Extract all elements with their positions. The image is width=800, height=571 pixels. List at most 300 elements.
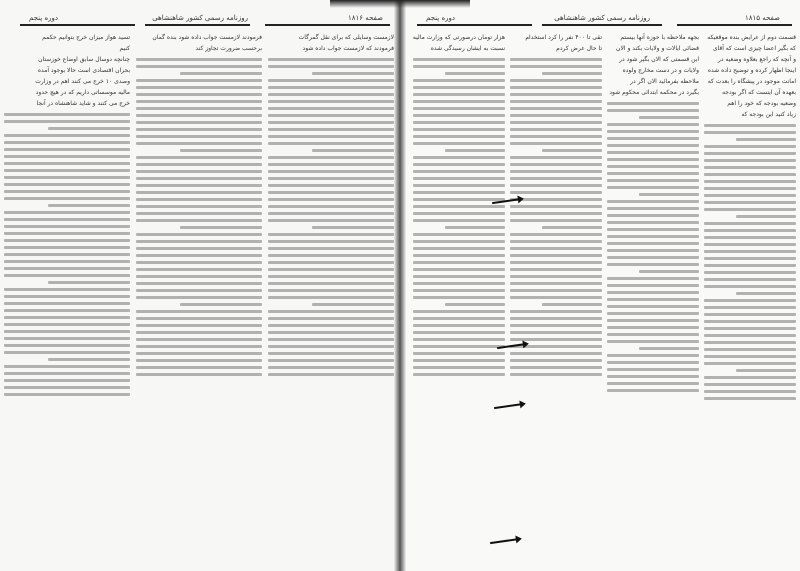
illegible-text-line [510,135,602,138]
illegible-text-line [704,173,796,176]
illegible-text-line [607,340,699,343]
illegible-text-line [704,145,796,148]
illegible-text-line [4,372,130,375]
gazette-title: روزنامه رسمی کشور شاهنشاهی [554,14,650,22]
illegible-text-line [268,163,394,166]
illegible-text-line [268,191,394,194]
illegible-text-line [607,214,699,217]
illegible-text-line [4,246,130,249]
text-line: لازمست وسایلی که برای نقل گمرگات [298,34,394,41]
text-line: ملاحظه بفرمائید الان اگر در [630,78,699,85]
illegible-text-line [510,58,602,61]
text-line: برحسب ضرورت تجاوز کند [195,45,262,52]
page-number: صفحه ۱۸۱۶ [347,14,383,22]
illegible-text-line [510,156,602,159]
illegible-text-line [510,86,602,89]
illegible-text-line [312,303,394,306]
illegible-text-line [4,183,130,186]
illegible-text-line [4,155,130,158]
illegible-text-line [48,127,130,130]
illegible-text-line [607,333,699,336]
illegible-text-line [607,305,699,308]
text-column [136,32,262,561]
illegible-text-line [607,298,699,301]
illegible-text-line [510,191,602,194]
illegible-text-line [704,194,796,197]
text-line: بحران اقتصادی است حالا بوجود آمده [37,67,130,74]
illegible-text-line [268,233,394,236]
illegible-text-line [413,296,505,299]
illegible-text-line [413,324,505,327]
illegible-text-line [136,142,262,145]
illegible-text-line [413,58,505,61]
illegible-text-line [413,170,505,173]
illegible-text-line [4,337,130,340]
illegible-text-line [704,278,796,281]
illegible-text-line [510,170,602,173]
illegible-text-line [413,86,505,89]
volume-label: دوره پنجم [28,14,58,22]
illegible-text-line [4,260,130,263]
illegible-text-line [736,292,796,295]
illegible-text-line [268,121,394,124]
illegible-text-line [268,317,394,320]
illegible-text-line [4,176,130,179]
illegible-text-line [704,264,796,267]
illegible-text-line [4,344,130,347]
illegible-text-line [607,165,699,168]
illegible-text-line [542,72,602,75]
illegible-text-line [268,261,394,264]
illegible-text-line [268,345,394,348]
illegible-text-line [268,219,394,222]
illegible-text-line [268,93,394,96]
illegible-text-line [4,134,130,137]
illegible-text-line [413,268,505,271]
illegible-text-line [704,222,796,225]
illegible-text-line [4,169,130,172]
illegible-text-line [704,187,796,190]
illegible-text-line [268,156,394,159]
illegible-text-line [268,296,394,299]
illegible-text-line [312,149,394,152]
illegible-text-line [607,242,699,245]
text-line: زیاد کنید این بودجه که [741,111,796,118]
illegible-text-line [607,200,699,203]
illegible-text-line [4,316,130,319]
text-line: وضعیه بودجه که خود را اهم [727,100,796,107]
illegible-text-line [510,359,602,362]
illegible-text-line [48,358,130,361]
illegible-text-line [413,240,505,243]
illegible-text-line [413,142,505,145]
illegible-text-line [413,359,505,362]
illegible-text-line [136,366,262,369]
illegible-text-line [413,254,505,257]
header-rule [265,24,390,26]
text-line: و آنچه که راجع بعلاوه وضعیه در [718,56,796,63]
illegible-text-line [607,277,699,280]
illegible-text-line [136,324,262,327]
illegible-text-line [607,375,699,378]
header-rule [677,24,792,26]
illegible-text-line [413,345,505,348]
illegible-text-line [607,256,699,259]
illegible-text-line [413,275,505,278]
illegible-text-line [542,226,602,229]
illegible-text-line [136,93,262,96]
illegible-text-line [510,100,602,103]
illegible-text-line [268,177,394,180]
illegible-text-line [704,327,796,330]
illegible-text-line [136,156,262,159]
illegible-text-line [445,303,505,306]
illegible-text-line [704,390,796,393]
illegible-text-line [607,137,699,140]
text-line: اینجا اظهار کرده و توضیح داده شده [707,67,796,74]
text-line: بعهده آن اینست که اگر بودجه [722,89,796,96]
illegible-text-line [704,341,796,344]
text-line: نسبت به ایشان رسیدگی شده [430,45,505,52]
illegible-text-line [704,257,796,260]
illegible-text-line [607,284,699,287]
illegible-text-line [510,114,602,117]
illegible-text-line [607,263,699,266]
illegible-text-line [268,359,394,362]
illegible-text-line [136,170,262,173]
text-line: فرمودند که لازمست جواب داده شود [302,45,394,52]
illegible-text-line [268,205,394,208]
illegible-text-line [510,254,602,257]
illegible-text-line [4,253,130,256]
illegible-text-line [639,116,699,119]
illegible-text-line [413,247,505,250]
illegible-text-line [510,65,602,68]
illegible-text-line [136,177,262,180]
illegible-text-line [413,79,505,82]
illegible-text-line [704,159,796,162]
illegible-text-line [4,330,130,333]
text-column [268,32,394,561]
illegible-text-line [413,212,505,215]
illegible-text-line [136,198,262,201]
illegible-text-line [510,296,602,299]
illegible-text-line [136,233,262,236]
illegible-text-line [607,319,699,322]
text-line: تا حال عرض کردم [556,45,602,52]
illegible-text-line [136,247,262,250]
text-column [607,32,699,561]
illegible-text-line [510,177,602,180]
illegible-text-line [413,310,505,313]
illegible-text-line [4,211,130,214]
illegible-text-line [48,204,130,207]
illegible-text-line [413,198,505,201]
illegible-text-line [268,100,394,103]
illegible-text-line [704,397,796,400]
illegible-text-line [136,352,262,355]
illegible-text-line [268,65,394,68]
illegible-text-line [268,142,394,145]
text-column [704,32,796,561]
volume-label: دوره پنجم [425,14,455,22]
illegible-text-line [136,100,262,103]
illegible-text-line [736,138,796,141]
illegible-text-line [413,233,505,236]
illegible-text-line [607,123,699,126]
illegible-text-line [607,151,699,154]
illegible-text-line [4,225,130,228]
illegible-text-line [413,282,505,285]
illegible-text-line [510,289,602,292]
illegible-text-line [704,285,796,288]
text-line: بگیرد در محکمه ابتدائی محکوم شود [609,89,699,96]
illegible-text-line [704,180,796,183]
illegible-text-line [607,109,699,112]
illegible-text-line [510,79,602,82]
illegible-text-line [445,226,505,229]
illegible-text-line [413,205,505,208]
illegible-text-line [268,58,394,61]
text-line: خرج می کنند و شاید شاهنشاه در آنجا [36,100,130,107]
illegible-text-line [413,317,505,320]
illegible-text-line [607,221,699,224]
illegible-text-line [136,114,262,117]
illegible-text-line [510,282,602,285]
illegible-text-line [510,93,602,96]
illegible-text-line [704,250,796,253]
left-page [0,0,398,571]
scan-shadow [330,0,470,8]
illegible-text-line [510,275,602,278]
illegible-text-line [607,326,699,329]
illegible-text-line [413,338,505,341]
illegible-text-line [607,102,699,105]
header-rule [417,24,532,26]
illegible-text-line [268,324,394,327]
illegible-text-line [607,186,699,189]
illegible-text-line [607,158,699,161]
illegible-text-line [704,131,796,134]
illegible-text-line [704,362,796,365]
illegible-text-line [510,128,602,131]
illegible-text-line [4,239,130,242]
illegible-text-line [607,382,699,385]
illegible-text-line [180,226,262,229]
illegible-text-line [268,86,394,89]
illegible-text-line [704,383,796,386]
illegible-text-line [607,144,699,147]
illegible-text-line [413,191,505,194]
text-column [413,32,505,561]
illegible-text-line [4,386,130,389]
illegible-text-line [268,170,394,173]
illegible-text-line [704,320,796,323]
text-line: مالیه موسساتی داریم که در هیچ حدود [35,89,130,96]
text-line: این قسمتی که الان بگیر شود در [619,56,699,63]
illegible-text-line [136,345,262,348]
illegible-text-line [136,79,262,82]
illegible-text-line [136,373,262,376]
illegible-text-line [4,162,130,165]
illegible-text-line [413,373,505,376]
illegible-text-line [4,379,130,382]
illegible-text-line [4,232,130,235]
illegible-text-line [510,163,602,166]
illegible-text-line [510,366,602,369]
text-line: کنیم [119,45,130,52]
text-line: ولایات و در دست مخارج ولوده [622,67,699,74]
illegible-text-line [413,331,505,334]
illegible-text-line [510,268,602,271]
illegible-text-line [4,120,130,123]
illegible-text-line [510,352,602,355]
illegible-text-line [268,331,394,334]
illegible-text-line [704,334,796,337]
illegible-text-line [268,114,394,117]
text-column [4,32,130,561]
illegible-text-line [136,212,262,215]
illegible-text-line [704,355,796,358]
page-number: صفحه ۱۸۱۵ [744,14,780,22]
illegible-text-line [704,299,796,302]
illegible-text-line [639,193,699,196]
illegible-text-line [413,352,505,355]
illegible-text-line [413,135,505,138]
illegible-text-line [136,261,262,264]
illegible-text-line [607,172,699,175]
illegible-text-line [268,79,394,82]
text-line: فرمودند لازمست جواب داده شود بنده گمان [152,34,262,41]
illegible-text-line [510,212,602,215]
illegible-text-line [268,198,394,201]
illegible-text-line [510,261,602,264]
illegible-text-line [268,128,394,131]
illegible-text-line [704,313,796,316]
illegible-text-line [136,191,262,194]
illegible-text-line [268,338,394,341]
illegible-text-line [704,152,796,155]
text-line: بجهه ملاحظه با حوزه آنها بیستم [620,34,699,41]
illegible-text-line [445,149,505,152]
illegible-text-line [413,100,505,103]
illegible-text-line [510,331,602,334]
text-line: امانت موجود در پیشگاه را بعدت که [707,78,796,85]
illegible-text-line [413,121,505,124]
illegible-text-line [136,254,262,257]
illegible-text-line [136,275,262,278]
illegible-text-line [413,107,505,110]
illegible-text-line [510,247,602,250]
text-line: هزار تومان درصورتی که وزارت مالیه [413,34,505,41]
text-line: تسید هواز میزان خرج بتوانیم حکمم [42,34,130,41]
illegible-text-line [312,226,394,229]
illegible-text-line [4,323,130,326]
illegible-text-line [607,179,699,182]
illegible-text-line [136,359,262,362]
illegible-text-line [413,184,505,187]
illegible-text-line [268,184,394,187]
illegible-text-line [510,240,602,243]
illegible-text-line [4,267,130,270]
illegible-text-line [312,72,394,75]
illegible-text-line [136,58,262,61]
illegible-text-line [704,306,796,309]
illegible-text-line [413,128,505,131]
illegible-text-line [639,347,699,350]
illegible-text-line [268,240,394,243]
illegible-text-line [4,365,130,368]
text-column [510,32,602,561]
illegible-text-line [704,236,796,239]
illegible-text-line [136,205,262,208]
illegible-text-line [180,303,262,306]
illegible-text-line [268,107,394,110]
illegible-text-line [4,148,130,151]
illegible-text-line [268,352,394,355]
illegible-text-line [4,309,130,312]
illegible-text-line [413,163,505,166]
illegible-text-line [704,376,796,379]
illegible-text-line [136,317,262,320]
illegible-text-line [510,121,602,124]
illegible-text-line [136,121,262,124]
illegible-text-line [704,208,796,211]
illegible-text-line [4,288,130,291]
illegible-text-line [48,281,130,284]
text-line: وصدی ۱۰ خرج می کنند اهم در وزارت [35,78,130,85]
text-line: قضائی ایالات و ولایات بکند و الان [616,45,699,52]
illegible-text-line [607,312,699,315]
illegible-text-line [136,107,262,110]
illegible-text-line [136,331,262,334]
illegible-text-line [268,282,394,285]
illegible-text-line [136,219,262,222]
illegible-text-line [607,249,699,252]
right-page [402,0,800,571]
illegible-text-line [136,128,262,131]
illegible-text-line [607,368,699,371]
illegible-text-line [136,163,262,166]
text-line: تقی تا ۴۰۰ نفر را کرد استخدام [525,34,602,41]
illegible-text-line [268,373,394,376]
illegible-text-line [180,149,262,152]
header-rule [542,24,662,26]
illegible-text-line [136,282,262,285]
illegible-text-line [4,141,130,144]
illegible-text-line [510,317,602,320]
illegible-text-line [268,366,394,369]
illegible-text-line [542,149,602,152]
illegible-text-line [510,310,602,313]
illegible-text-line [4,295,130,298]
illegible-text-line [639,270,699,273]
text-line: چنانچه دوسال سابق اوضاع خوزستان [38,56,130,63]
illegible-text-line [268,212,394,215]
illegible-text-line [4,190,130,193]
illegible-text-line [268,268,394,271]
illegible-text-line [704,243,796,246]
illegible-text-line [136,310,262,313]
illegible-text-line [4,393,130,396]
illegible-text-line [413,366,505,369]
illegible-text-line [704,348,796,351]
illegible-text-line [607,228,699,231]
illegible-text-line [413,219,505,222]
illegible-text-line [413,65,505,68]
header-rule [20,24,135,26]
illegible-text-line [268,254,394,257]
